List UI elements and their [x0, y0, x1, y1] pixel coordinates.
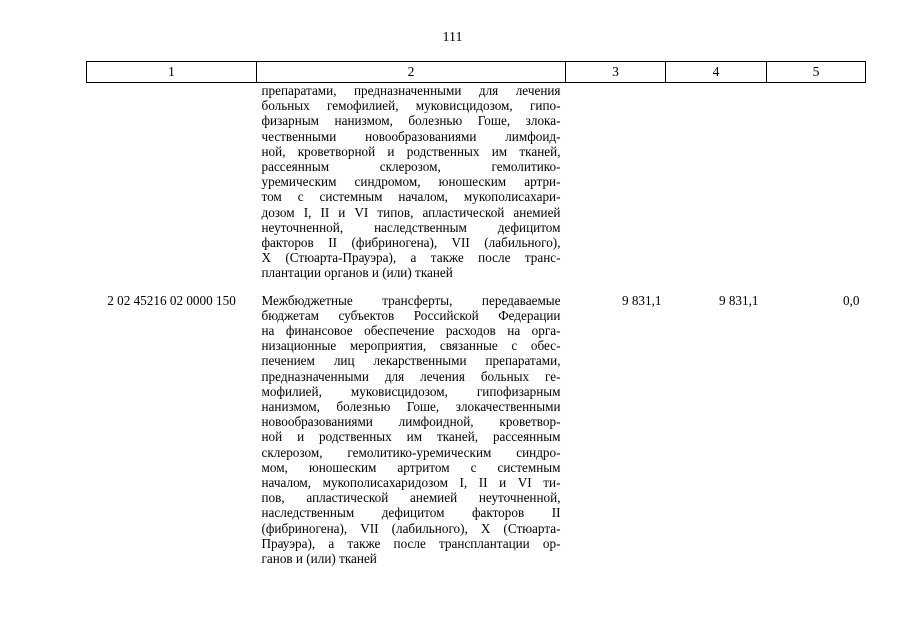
continuation-line: неуточненной, наследственным дефицитом [261, 219, 561, 235]
table-header-row [87, 62, 866, 83]
description-line: мофилией, муковисцидозом, гипофизарным [261, 383, 561, 399]
continuation-line: факторов II (фибриногена), VII (лабильного), [261, 235, 561, 251]
description-line: пов, апластической анемией неуточненной, [261, 490, 561, 506]
continuation-code-cell [87, 83, 257, 281]
description-line: мом, юношеским артритом с системным [261, 459, 561, 475]
value-col4: 9 831,1 [718, 292, 759, 308]
description-line: нанизмом, болезнью Гоше, злокачественными [261, 399, 561, 415]
budget-table [86, 61, 866, 566]
description-line: Прауэра), а также после трансплантации ор- [261, 535, 561, 551]
description-line: ной и родственных им тканей, рассеянным [261, 429, 561, 445]
description-line: Межбюджетные трансферты, передаваемые [261, 292, 561, 308]
description-line: бюджетам субъектов Российской Федерации [261, 307, 561, 323]
description-line: низационные мероприятия, связанные с обес- [261, 338, 561, 354]
continuation-line: ной, кроветворной и родственных им тканей, [261, 143, 561, 159]
continuation-description [257, 83, 566, 281]
continuation-line: больных гемофилией, муковисцидозом, гипо- [261, 98, 561, 114]
continuation-line: рассеянным склерозом, гемолитико- [261, 159, 561, 175]
description-line: на финансовое обеспечение расходов на орга- [261, 323, 561, 339]
description-line: печением лиц лекарственными препаратами, [261, 353, 561, 369]
column-header-4: 4 [666, 62, 767, 83]
continuation-lines [262, 83, 561, 281]
value-col3: 9 831,1 [621, 292, 662, 308]
description-line: наследственным дефицитом факторов II [261, 505, 561, 521]
continuation-line: том с системным началом, мукополисахари- [261, 189, 561, 205]
value-col5: 0,0 [843, 292, 860, 308]
description-line: началом, мукополисахаридозом I, II и VI ти- [261, 475, 561, 491]
column-header-2: 2 [257, 62, 566, 83]
continuation-line: уремическим синдромом, юношеским артри- [261, 174, 561, 190]
column-header-3: 3 [566, 62, 666, 83]
page-number: 111 [442, 30, 463, 45]
continuation-line: плантации органов и (или) тканей [261, 265, 453, 281]
description-line: новообразованиями лимфоидной, кроветвор- [261, 414, 561, 430]
row-description-lines [262, 293, 561, 567]
column-header-5: 5 [767, 62, 866, 83]
description-line: склерозом, гемолитико-уремическим синдро- [261, 444, 561, 460]
continuation-row [87, 83, 866, 281]
continuation-line: чественными новообразованиями лимфоид- [261, 128, 561, 144]
continuation-line: физарным нанизмом, болезнью Гоше, злока- [261, 113, 561, 129]
description-line: предназначенными для лечения больных ге- [261, 368, 561, 384]
continuation-line: препаратами, предназначенными для лечения [261, 83, 561, 98]
table-row [87, 287, 866, 567]
budget-code: 2 02 45216 02 0000 150 [107, 292, 236, 308]
continuation-line: дозом I, II и VI типов, апластической анемией [261, 204, 561, 220]
column-header-1: 1 [87, 62, 257, 83]
row-description [257, 287, 566, 567]
continuation-line: X (Стюарта-Прауэра), а также после транс- [261, 250, 561, 266]
description-line: ганов и (или) тканей [261, 551, 377, 567]
description-line: (фибриногена), VII (лабильного), X (Стюарта- [261, 520, 561, 536]
